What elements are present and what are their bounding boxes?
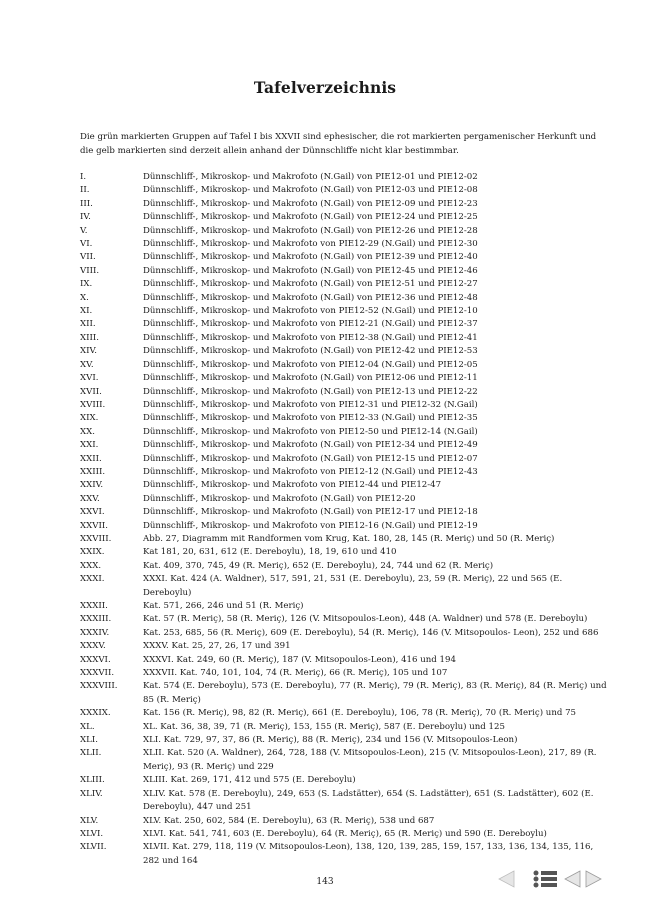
plate-number: XXXV. bbox=[80, 641, 106, 652]
plate-number: XXIII. bbox=[80, 466, 106, 477]
plate-entry bbox=[80, 238, 610, 251]
plate-number: XLIII. bbox=[80, 775, 105, 786]
plate-entry bbox=[80, 774, 610, 787]
plate-description: XLV. Kat. 250, 602, 584 (E. Dereboylu), 63 (R. Meriç), 538 und 687 bbox=[143, 815, 435, 826]
plate-number: XX. bbox=[80, 426, 95, 437]
plate-number: XXXIII. bbox=[80, 614, 112, 625]
next-page-icon[interactable] bbox=[584, 868, 604, 890]
intro-paragraph: Die grün markierten Gruppen auf Tafel I bis XXVII sind ephesischer, die rot markierten pergamenischer Herkunft und die gelb markierten sind derzeit allein anhand der Dünnschliffe nicht klar bestimmbar. bbox=[80, 132, 597, 156]
plate-description: Kat. 57 (R. Meriç), 58 (R. Meriç), 126 (V. Mitsopoulos-Leon), 448 (A. Waldner) und 578 (E. Dereboylu) bbox=[143, 614, 588, 625]
plate-entry bbox=[80, 305, 610, 318]
plate-entry bbox=[80, 265, 610, 278]
plate-number: VII. bbox=[80, 252, 96, 263]
plate-number: XXXI. bbox=[80, 574, 105, 585]
plate-description: Dünnschliff-, Mikroskop- und Makrofoto (N.Gail) von PIE12-09 und PIE12-23 bbox=[143, 198, 478, 209]
plate-number: XLI. bbox=[80, 735, 98, 746]
plate-entry bbox=[80, 493, 610, 506]
plate-description: Dünnschliff-, Mikroskop- und Makrofoto von PIE12-38 (N.Gail) und PIE12-41 bbox=[143, 332, 478, 343]
plate-entry bbox=[80, 654, 610, 667]
plate-number: IV. bbox=[80, 212, 91, 223]
plate-entry bbox=[80, 520, 610, 533]
plate-description: Dünnschliff-, Mikroskop- und Makrofoto von PIE12-31 und PIE12-32 (N.Gail) bbox=[143, 399, 478, 410]
plate-description: XLVI. Kat. 541, 741, 603 (E. Dereboylu), 64 (R. Meriç), 65 (R. Meriç) und 590 (E. Dereboylu) bbox=[143, 828, 547, 839]
plate-description: Dünnschliff-, Mikroskop- und Makrofoto von PIE12-50 und PIE12-14 (N.Gail) bbox=[143, 426, 478, 437]
plate-number: XVIII. bbox=[80, 399, 106, 410]
plate-entry bbox=[80, 546, 610, 559]
plate-number: XVII. bbox=[80, 386, 102, 397]
plate-description: Dünnschliff-, Mikroskop- und Makrofoto (N.Gail) von PIE12-15 und PIE12-07 bbox=[143, 453, 478, 464]
plate-number: XLV. bbox=[80, 815, 99, 826]
plate-description: Dünnschliff-, Mikroskop- und Makrofoto (N.Gail) von PIE12-13 und PIE12-22 bbox=[143, 386, 478, 397]
plate-description: Kat. 253, 685, 56 (R. Meriç), 609 (E. Dereboylu), 54 (R. Meriç), 146 (V. Mitsopoulos- Leon), 252 und 686 bbox=[143, 627, 599, 638]
plate-number: IX. bbox=[80, 279, 93, 290]
plate-entry bbox=[80, 573, 610, 600]
plate-number: V. bbox=[80, 225, 88, 236]
plate-number: XVI. bbox=[80, 373, 99, 384]
plate-description: XLIII. Kat. 269, 171, 412 und 575 (E. Dereboylu) bbox=[143, 775, 356, 786]
plate-description: XXXVII. Kat. 740, 101, 104, 74 (R. Meriç), 66 (R. Meriç), 105 und 107 bbox=[143, 668, 448, 679]
page-navigation bbox=[496, 868, 606, 890]
plate-number: XLIV. bbox=[80, 788, 103, 799]
plate-description: XXXV. Kat. 25, 27, 26, 17 und 391 bbox=[143, 641, 291, 652]
plate-description: XLII. Kat. 520 (A. Waldner), 264, 728, 188 (V. Mitsopoulos-Leon), 215 (V. Mitsopoulos-Leon), 217, 89 (R. Meriç), 93 (R. Meriç) und 229 bbox=[143, 748, 597, 772]
plate-list bbox=[80, 171, 610, 868]
back-icon[interactable] bbox=[562, 868, 582, 890]
plate-number: XXXIV. bbox=[80, 627, 110, 638]
plate-number: XI. bbox=[80, 306, 93, 317]
plate-entry bbox=[80, 332, 610, 345]
plate-entry bbox=[80, 292, 610, 305]
plate-number: XXVIII. bbox=[80, 533, 112, 544]
plate-number: XXX. bbox=[80, 560, 102, 571]
plate-description: XXXVI. Kat. 249, 60 (R. Meriç), 187 (V. Mitsopoulos-Leon), 416 und 194 bbox=[143, 654, 456, 665]
plate-number: XLVI. bbox=[80, 828, 104, 839]
plate-description: Dünnschliff-, Mikroskop- und Makrofoto von PIE12-52 (N.Gail) und PIE12-10 bbox=[143, 306, 478, 317]
plate-number: XXXVII. bbox=[80, 668, 115, 679]
plate-entry bbox=[80, 426, 610, 439]
table-of-contents-icon[interactable] bbox=[532, 868, 558, 890]
plate-entry bbox=[80, 613, 610, 626]
plate-entry bbox=[80, 828, 610, 841]
plate-description: XLIV. Kat. 578 (E. Dereboylu), 249, 653 (S. Ladstätter), 654 (S. Ladstätter), 651 (S. Ladstätter), 602 (E. Dereboylu), 447 und 251 bbox=[143, 788, 594, 813]
plate-entry bbox=[80, 399, 610, 412]
plate-entry bbox=[80, 171, 610, 184]
plate-number: XXXVI. bbox=[80, 654, 111, 665]
plate-description: Dünnschliff-, Mikroskop- und Makrofoto (N.Gail) von PIE12-06 und PIE12-11 bbox=[143, 373, 478, 384]
plate-number: XXXVIII. bbox=[80, 681, 118, 692]
plate-description: Dünnschliff-, Mikroskop- und Makrofoto (N.Gail) von PIE12-51 und PIE12-27 bbox=[143, 279, 478, 290]
plate-entry bbox=[80, 359, 610, 372]
plate-entry bbox=[80, 479, 610, 492]
plate-entry bbox=[80, 372, 610, 385]
plate-entry bbox=[80, 560, 610, 573]
plate-description: Dünnschliff-, Mikroskop- und Makrofoto von PIE12-21 (N.Gail) und PIE12-37 bbox=[143, 319, 478, 330]
plate-number: III. bbox=[80, 198, 93, 209]
plate-number: VIII. bbox=[80, 265, 100, 276]
plate-entry bbox=[80, 734, 610, 747]
plate-number: XLVII. bbox=[80, 842, 107, 853]
plate-entry bbox=[80, 386, 610, 399]
plate-entry bbox=[80, 747, 610, 774]
plate-entry bbox=[80, 600, 610, 613]
plate-description: Kat. 571, 266, 246 und 51 (R. Meriç) bbox=[143, 601, 304, 611]
plate-entry bbox=[80, 184, 610, 197]
plate-description: Dünnschliff-, Mikroskop- und Makrofoto (N.Gail) von PIE12-42 und PIE12-53 bbox=[143, 346, 478, 357]
plate-entry bbox=[80, 225, 610, 238]
plate-entry bbox=[80, 278, 610, 291]
plate-description: Dünnschliff-, Mikroskop- und Makrofoto (N.Gail) von PIE12-36 und PIE12-48 bbox=[143, 292, 478, 303]
plate-description: XLVII. Kat. 279, 118, 119 (V. Mitsopoulos-Leon), 138, 120, 139, 285, 159, 157, 133, 136, 134, 135, 116, 282 und 164 bbox=[143, 842, 594, 866]
plate-description: Dünnschliff-, Mikroskop- und Makrofoto von PIE12-33 (N.Gail) und PIE12-35 bbox=[143, 413, 478, 424]
plate-number: XLII. bbox=[80, 748, 102, 759]
page-number: 143 bbox=[316, 877, 334, 887]
plate-entry bbox=[80, 788, 610, 815]
plate-number: XIII. bbox=[80, 332, 100, 343]
page-title: Tafelverzeichnis bbox=[253, 78, 397, 97]
plate-entry bbox=[80, 841, 610, 868]
plate-entry bbox=[80, 707, 610, 720]
plate-number: XXXII. bbox=[80, 601, 108, 611]
plate-description: XL. Kat. 36, 38, 39, 71 (R. Meriç), 153, 155 (R. Meriç), 587 (E. Dereboylu) und 125 bbox=[143, 721, 505, 732]
plate-description: Kat. 574 (E. Dereboylu), 573 (E. Dereboylu), 77 (R. Meriç), 79 (R. Meriç), 83 (R. Meriç), 84 (R. Meriç) und 85 (R. Meriç) bbox=[143, 681, 607, 705]
plate-entry bbox=[80, 211, 610, 224]
plate-entry bbox=[80, 345, 610, 358]
plate-entry bbox=[80, 627, 610, 640]
plate-number: XXXIX. bbox=[80, 708, 111, 719]
plate-description: Abb. 27, Diagramm mit Randformen vom Krug, Kat. 180, 28, 145 (R. Meriç) und 50 (R. Meriç) bbox=[143, 533, 555, 544]
plate-description: Dünnschliff-, Mikroskop- und Makrofoto (N.Gail) von PIE12-34 und PIE12-49 bbox=[143, 440, 478, 451]
plate-number: I. bbox=[80, 172, 87, 182]
plate-description: Kat. 156 (R. Meriç), 98, 82 (R. Meriç), 661 (E. Dereboylu), 106, 78 (R. Meriç), 70 (R. Meriç) und 75 bbox=[143, 708, 577, 719]
previous-page-disabled-icon[interactable] bbox=[496, 868, 516, 890]
plate-entry bbox=[80, 318, 610, 331]
plate-number: XXVI. bbox=[80, 507, 105, 518]
plate-entry bbox=[80, 412, 610, 425]
plate-entry bbox=[80, 506, 610, 519]
plate-number: XV. bbox=[80, 359, 94, 370]
plate-number: XXVII. bbox=[80, 520, 108, 531]
plate-entry bbox=[80, 680, 610, 707]
plate-entry bbox=[80, 439, 610, 452]
plate-number: XIX. bbox=[80, 413, 99, 424]
plate-number: XXV. bbox=[80, 493, 100, 504]
plate-number: XII. bbox=[80, 319, 96, 330]
plate-description: Dünnschliff-, Mikroskop- und Makrofoto von PIE12-44 und PIE12-47 bbox=[143, 480, 442, 491]
plate-entry bbox=[80, 251, 610, 264]
plate-description: Dünnschliff-, Mikroskop- und Makrofoto von PIE12-16 (N.Gail) und PIE12-19 bbox=[143, 520, 478, 531]
plate-description: Kat. 409, 370, 745, 49 (R. Meriç), 652 (E. Dereboylu), 24, 744 und 62 (R. Meriç) bbox=[143, 560, 494, 571]
plate-description: Dünnschliff-, Mikroskop- und Makrofoto (N.Gail) von PIE12-20 bbox=[143, 493, 416, 504]
plate-entry bbox=[80, 640, 610, 653]
plate-entry bbox=[80, 815, 610, 828]
plate-number: XL. bbox=[80, 721, 95, 732]
plate-number: XXI. bbox=[80, 440, 99, 451]
plate-entry bbox=[80, 721, 610, 734]
plate-description: Dünnschliff-, Mikroskop- und Makrofoto (N.Gail) von PIE12-45 und PIE12-46 bbox=[143, 265, 478, 276]
plate-number: XXIX. bbox=[80, 547, 105, 558]
plate-entry bbox=[80, 198, 610, 211]
plate-number: II. bbox=[80, 185, 90, 196]
plate-description: Dünnschliff-, Mikroskop- und Makrofoto (N.Gail) von PIE12-17 und PIE12-18 bbox=[143, 507, 478, 518]
plate-description: Dünnschliff-, Mikroskop- und Makrofoto (N.Gail) von PIE12-01 und PIE12-02 bbox=[143, 172, 478, 182]
plate-description: Dünnschliff-, Mikroskop- und Makrofoto von PIE12-12 (N.Gail) und PIE12-43 bbox=[143, 466, 478, 477]
plate-description: XXXI. Kat. 424 (A. Waldner), 517, 591, 21, 531 (E. Dereboylu), 23, 59 (R. Meriç), 22 und 565 (E. Dereboylu) bbox=[143, 574, 563, 598]
plate-number: XXII. bbox=[80, 453, 102, 464]
plate-description: Kat 181, 20, 631, 612 (E. Dereboylu), 18, 19, 610 und 410 bbox=[143, 547, 397, 558]
plate-number: X. bbox=[80, 292, 89, 303]
plate-entry bbox=[80, 667, 610, 680]
plate-number: XIV. bbox=[80, 346, 97, 357]
plate-number: VI. bbox=[80, 239, 93, 250]
plate-description: Dünnschliff-, Mikroskop- und Makrofoto (N.Gail) von PIE12-26 und PIE12-28 bbox=[143, 225, 478, 236]
plate-description: Dünnschliff-, Mikroskop- und Makrofoto von PIE12-29 (N.Gail) und PIE12-30 bbox=[143, 239, 478, 250]
plate-description: XLI. Kat. 729, 97, 37, 86 (R. Meriç), 88 (R. Meriç), 234 und 156 (V. Mitsopoulos-Leon) bbox=[143, 735, 518, 746]
plate-description: Dünnschliff-, Mikroskop- und Makrofoto (N.Gail) von PIE12-03 und PIE12-08 bbox=[143, 185, 478, 196]
plate-description: Dünnschliff-, Mikroskop- und Makrofoto (N.Gail) von PIE12-39 und PIE12-40 bbox=[143, 252, 478, 263]
plate-entry bbox=[80, 453, 610, 466]
plate-entry bbox=[80, 533, 610, 546]
plate-description: Dünnschliff-, Mikroskop- und Makrofoto (N.Gail) von PIE12-24 und PIE12-25 bbox=[143, 212, 478, 223]
plate-description: Dünnschliff-, Mikroskop- und Makrofoto von PIE12-04 (N.Gail) und PIE12-05 bbox=[143, 359, 478, 370]
plate-number: XXIV. bbox=[80, 480, 104, 491]
plate-entry bbox=[80, 466, 610, 479]
